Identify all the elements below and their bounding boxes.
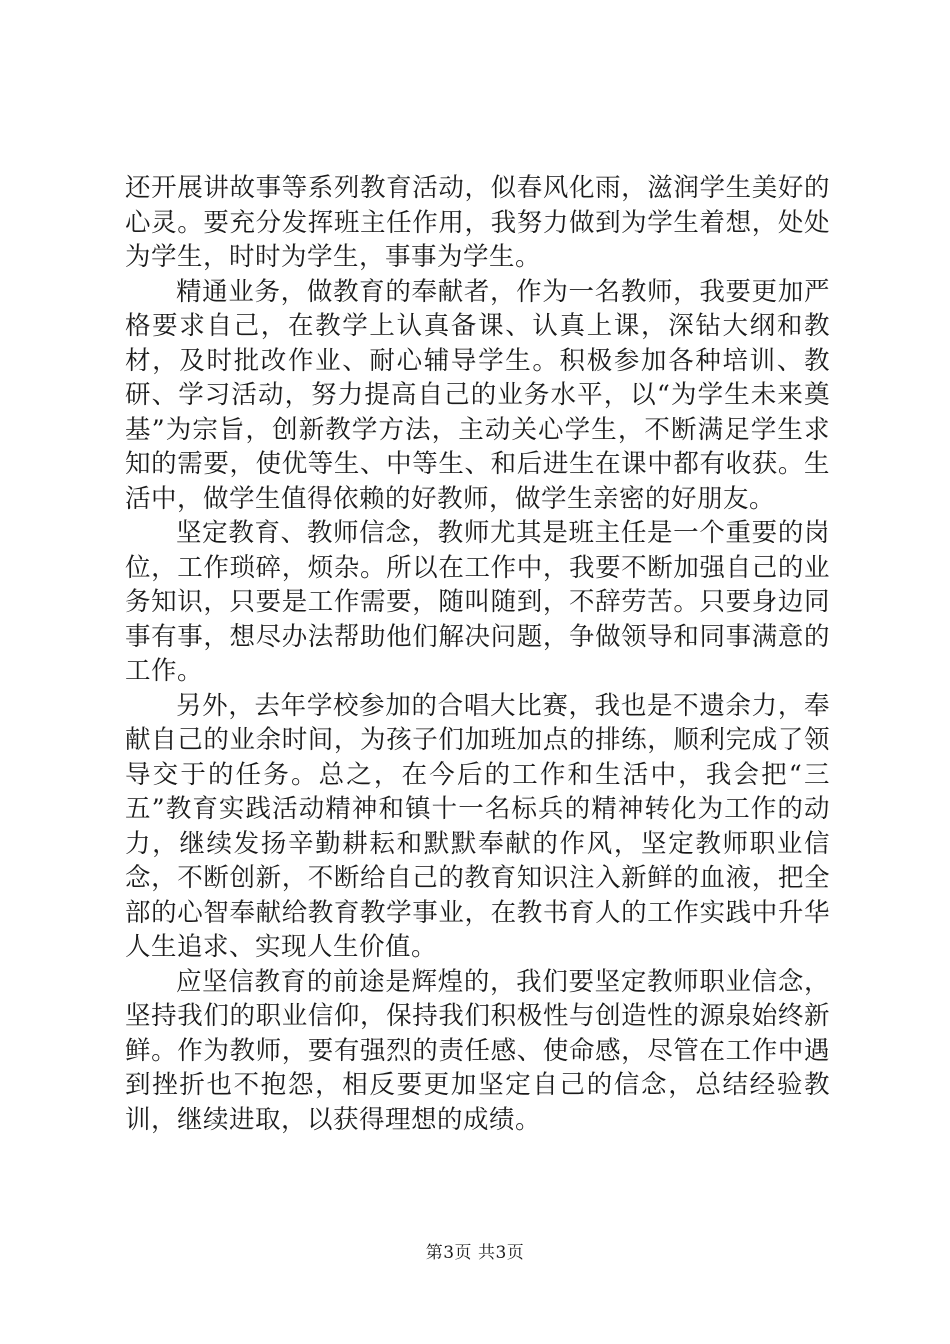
document-body xyxy=(125,171,830,1137)
paragraph-4: 另外，去年学校参加的合唱大比赛，我也是不遗余力，奉献自己的业余时间，为孩子们加班加点的排练，顺利完成了领导交于的任务。总之，在今后的工作和生活中，我会把“三五”教育实践活动精神和镇十一名标兵的精神转化为工作的动力，继续发扬辛勤耕耘和默默奉献的作风，坚定教师职业信念，不断创新，不断给自己的教育知识注入新鲜的血液，把全部的心智奉献给教育教学事业，在教书育人的工作实践中升华人生追求、实现人生价值。 xyxy=(125,690,830,962)
paragraph-5: 应坚信教育的前途是辉煌的，我们要坚定教师职业信念，坚持我们的职业信仰，保持我们积极性与创造性的源泉始终新鲜。作为教师，要有强烈的责任感、使命感，尽管在工作中遇到挫折也不抱怨，相反要更加坚定自己的信念，总结经验教训，继续进取，以获得理想的成绩。 xyxy=(125,966,830,1135)
paragraph-3: 坚定教育、教师信念，教师尤其是班主任是一个重要的岗位，工作琐碎，烦杂。所以在工作中，我要不断加强自己的业务知识，只要是工作需要，随叫随到，不辞劳苦。只要身边同事有事，想尽办法帮助他们解决问题，争做领导和同事满意的工作。 xyxy=(125,518,830,686)
page-number-footer: 第3页 共3页 xyxy=(425,1243,525,1263)
paragraph-1: 还开展讲故事等系列教育活动，似春风化雨，滋润学生美好的心灵。要充分发挥班主任作用，我努力做到为学生着想，处处为学生，时时为学生，事事为学生。 xyxy=(125,173,830,272)
paragraph-2: 精通业务，做教育的奉献者，作为一名教师，我要更加严格要求自己，在教学上认真备课、认真上课，深钻大纲和教材，及时批改作业、耐心辅导学生。积极参加各种培训、教研、学习活动，努力提高自己的业务水平，以“为学生未来奠基”为宗旨，创新教学方法，主动关心学生，不断满足学生求知的需要，使优等生、中等生、和后进生在课中都有收获。生活中，做学生值得依赖的好教师，做学生亲密的好朋友。 xyxy=(125,276,830,514)
